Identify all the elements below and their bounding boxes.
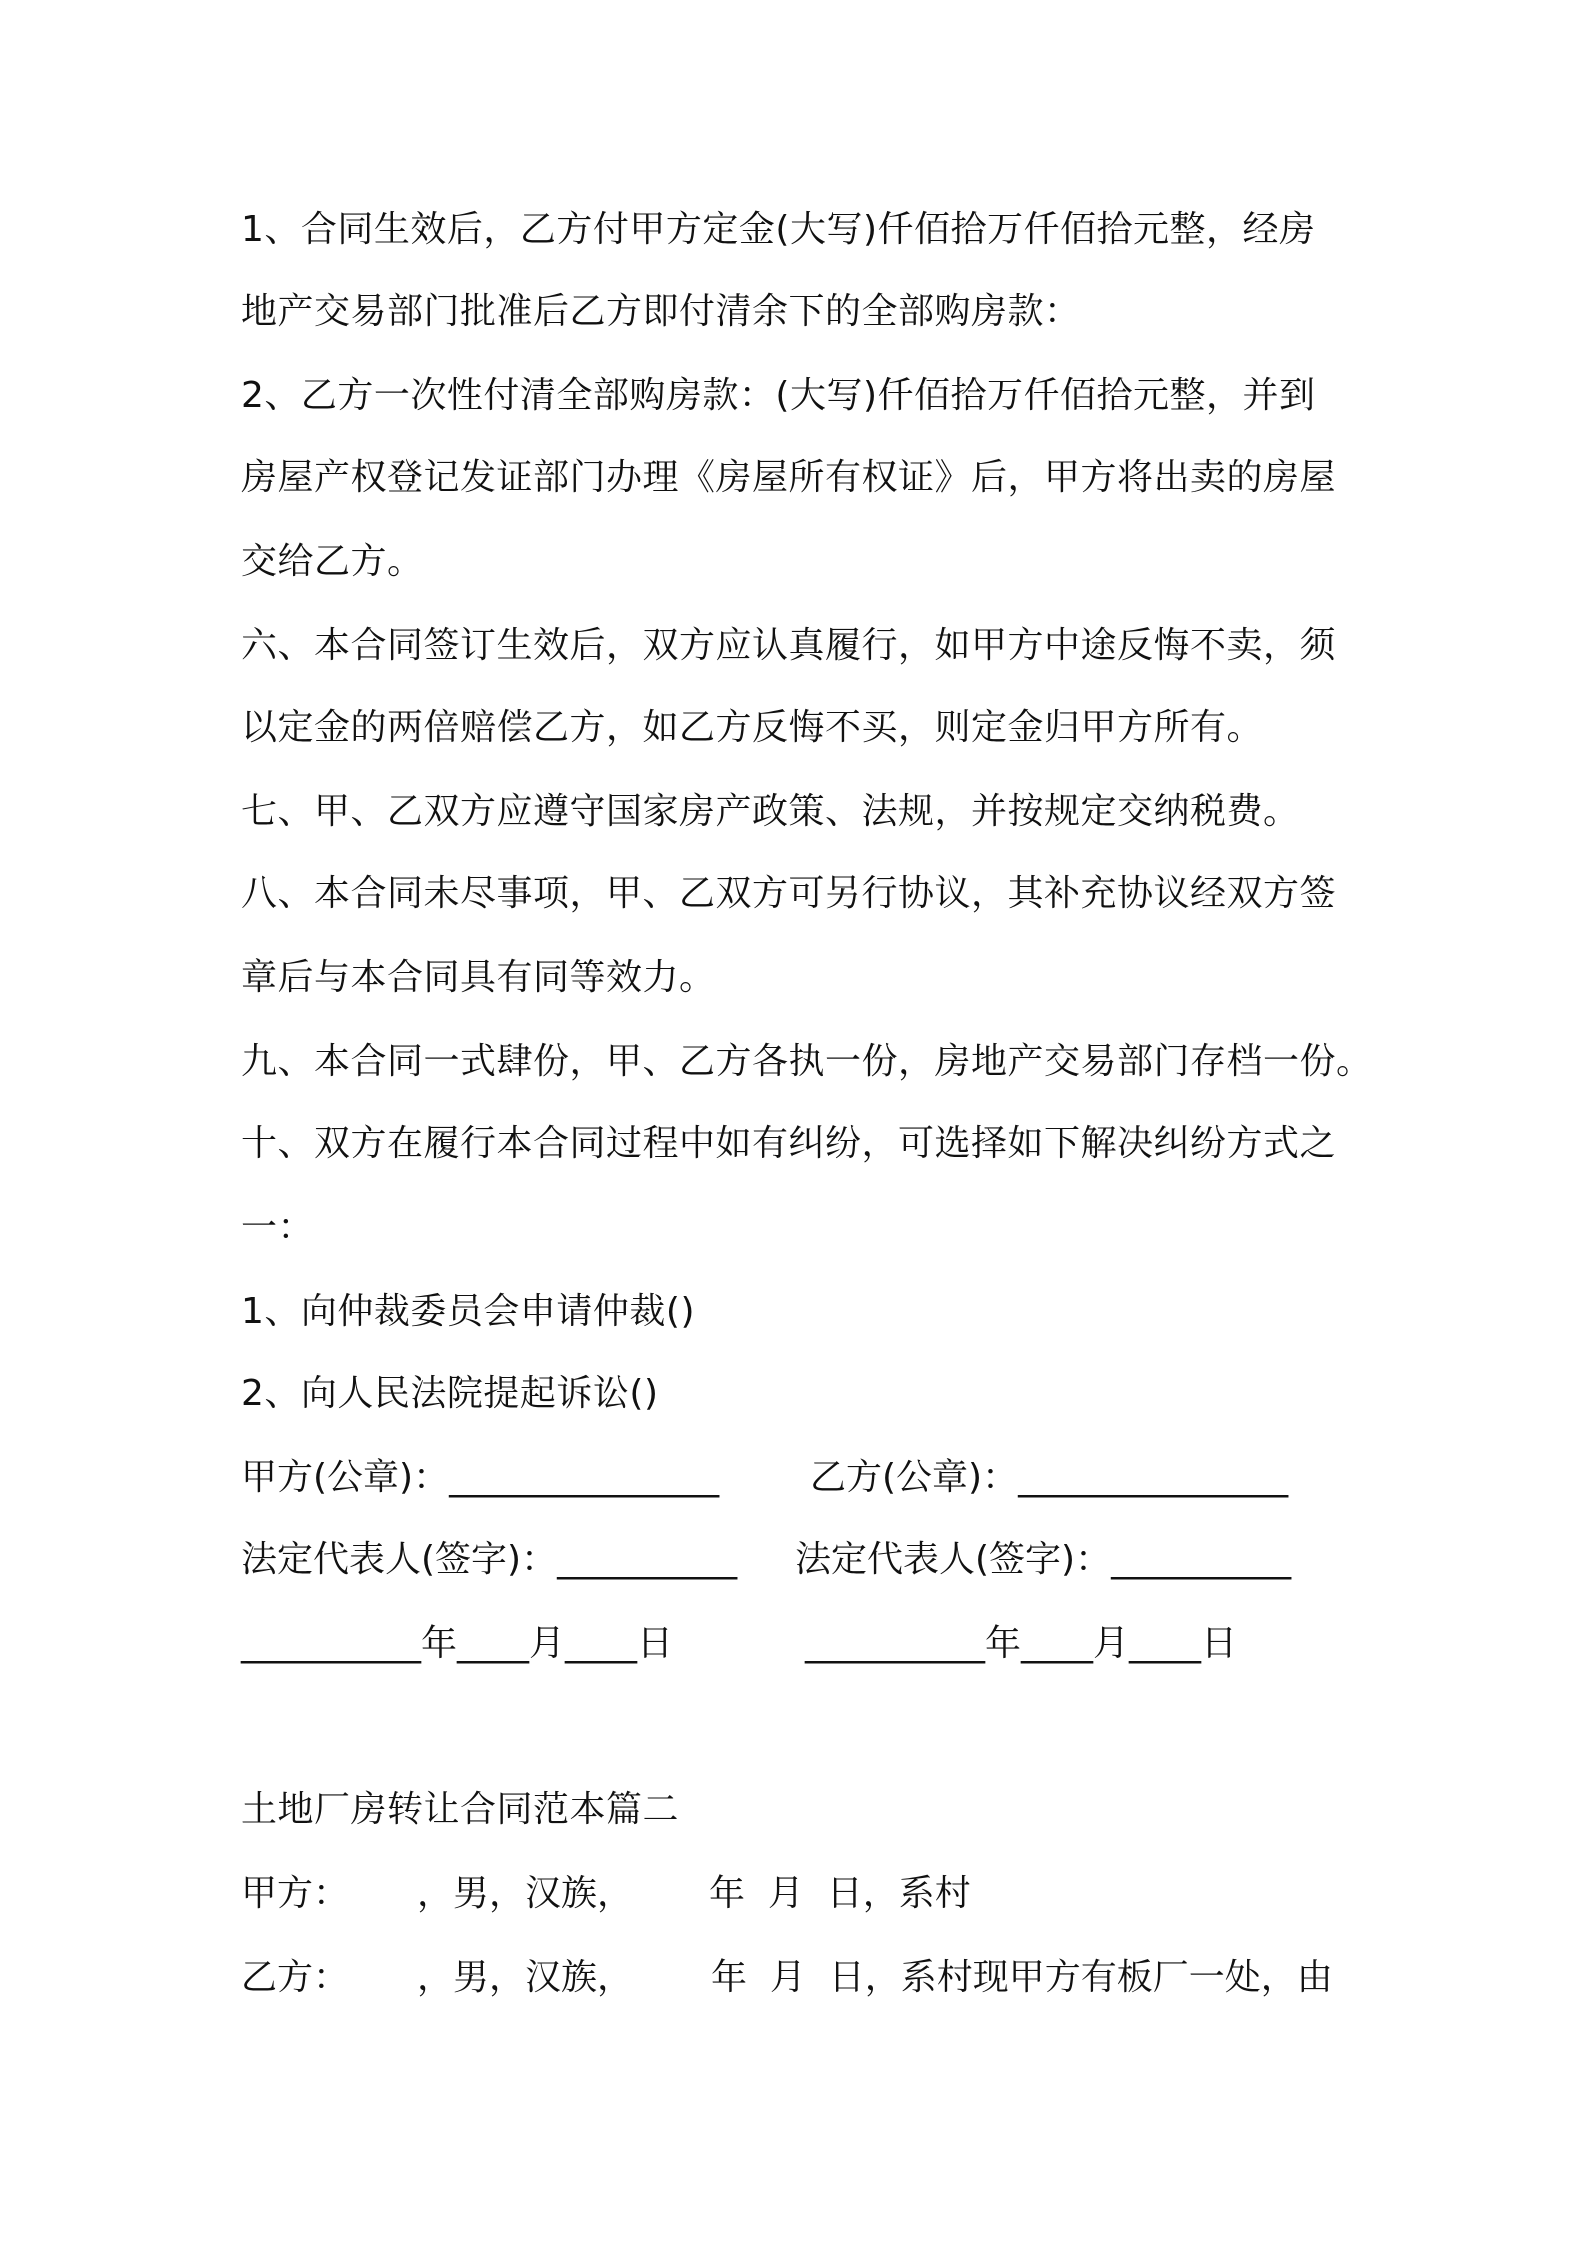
seal-right-field: 乙方(公章)：_______________ xyxy=(810,1457,1289,1498)
party-a-date: 年 月 日，系村 xyxy=(709,1873,971,1914)
text-line-3: 2、乙方一次性付清全部购房款：(大写)仟佰拾万仟佰拾元整，并到 xyxy=(241,375,1316,416)
section-title: 土地厂房转让合同范本篇二 xyxy=(241,1789,680,1830)
party-b-date: 年 月 日，系村现甲方有板厂一处，由 xyxy=(711,1957,1333,1998)
party-a-label: 甲方： xyxy=(241,1873,350,1914)
party-a-gender: ，男，汉族， xyxy=(417,1873,634,1914)
party-b-line xyxy=(241,1956,1333,2000)
text-line-15: 2、向人民法院提起诉讼() xyxy=(241,1373,659,1414)
text-line-13: 一： xyxy=(241,1207,315,1248)
text-line-11: 九、本合同一式肆份，甲、乙方各执一份，房地产交易部门存档一份。 xyxy=(241,1041,1373,1082)
date-left-field: __________年____月____日 xyxy=(241,1623,673,1664)
seal-row xyxy=(241,1456,1346,1500)
text-line-2: 地产交易部门批准后乙方即付清余下的全部购房款： xyxy=(241,291,1081,332)
party-a-line xyxy=(241,1872,971,1916)
party-b-gender: ，男，汉族， xyxy=(417,1957,634,1998)
representative-right-field: 法定代表人(签字)：__________ xyxy=(795,1539,1292,1580)
text-line-12: 十、双方在履行本合同过程中如有纠纷，可选择如下解决纠纷方式之 xyxy=(241,1123,1337,1164)
text-line-6: 六、本合同签订生效后，双方应认真履行，如甲方中途反悔不卖，须 xyxy=(241,625,1337,666)
text-line-7: 以定金的两倍赔偿乙方，如乙方反悔不买，则定金归甲方所有。 xyxy=(241,707,1264,748)
representative-row xyxy=(241,1538,1346,1582)
text-line-5: 交给乙方。 xyxy=(241,541,424,582)
text-line-4: 房屋产权登记发证部门办理《房屋所有权证》后，甲方将出卖的房屋 xyxy=(241,457,1337,498)
date-row xyxy=(241,1622,1346,1666)
party-b-label: 乙方： xyxy=(241,1957,350,1998)
date-right-field: __________年____月____日 xyxy=(805,1623,1237,1664)
text-line-1: 1、合同生效后，乙方付甲方定金(大写)仟佰拾万仟佰拾元整，经房 xyxy=(241,209,1316,250)
seal-left-field: 甲方(公章)：_______________ xyxy=(241,1457,720,1498)
text-line-8: 七、甲、乙双方应遵守国家房产政策、法规，并按规定交纳税费。 xyxy=(241,791,1300,832)
representative-left-field: 法定代表人(签字)：__________ xyxy=(241,1539,738,1580)
text-line-9: 八、本合同未尽事项，甲、乙双方可另行协议，其补充协议经双方签 xyxy=(241,873,1337,914)
text-line-14: 1、向仲裁委员会申请仲裁() xyxy=(241,1291,695,1332)
text-line-10: 章后与本合同具有同等效力。 xyxy=(241,957,716,998)
